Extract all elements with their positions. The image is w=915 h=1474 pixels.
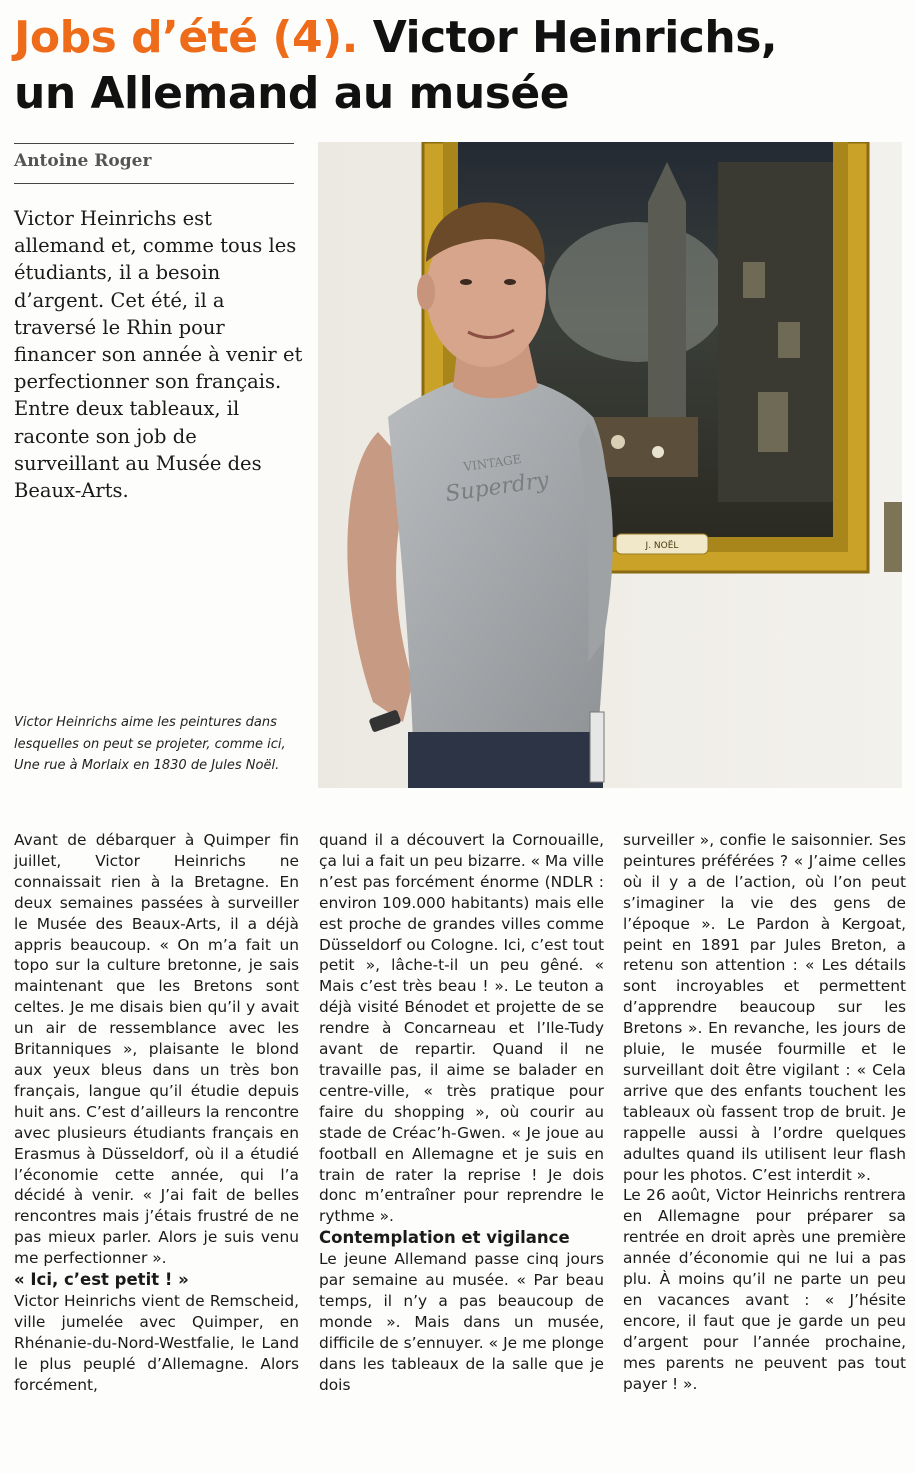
painting-plaque-text: J. NOËL <box>645 541 679 551</box>
body-paragraph-1: Avant de débarquer à Quimper fin juillet, Victor Heinrichs ne connaissait rien à la Bretagne. En deux semaines passées à surveiller le Musée des Beaux-Arts, il a déjà appris beaucoup. « On m’a fait un topo sur la culture bretonne, je sais maintenant que les Bretons sont celtes. Je me disais bien qu’il y avait un air de ressemblance avec les Britanniques », plaisante le blond aux yeux bleus dans un très bon français, langue qu’il étudie depuis huit ans. C’est d’ailleurs la rencontre avec plusieurs étudiants français en Erasmus à Düsseldorf, où il a étudié l’économie cette année, qui l’a décidé à venir. « J’ai fait de belles rencontres mais j’étais frustré de ne pas mieux parler. Alors je suis venu me perfectionner ». <box>14 831 299 1268</box>
person-shirt <box>388 374 609 742</box>
body-paragraph-6: Le 26 août, Victor Heinrichs rentrera en Allemagne pour préparer sa rentrée en droit après une première année d’économie qui ne lui a pas plu. À moins qu’il ne parte un peu en vacances avant : « J’hésite encore, il faut que je garde un peu d’argent pour l’année prochaine, mes parents ne peuvent pas tout payer ! ». <box>623 1186 906 1393</box>
body-paragraph-3: quand il a découvert la Cornouaille, ça lui a fait un peu bizarre. « Ma ville n’est pas forcément énorme (NDLR : environ 109.000 habitants) mais elle est proche de grandes villes comme Düsseldorf ou Cologne. Ici, c’est tout petit », lâche-t-il un peu gêné. « Mais c’est très beau ! ». Le teuton a déjà visité Bénodet et projette de se rendre à Concarneau et l’Ile-Tudy avant de repartir. Quand il ne travaille pas, il aime se balader en centre-ville, « très pratique pour faire du shopping », où courir au stade de Créac’h-Gwen. « Je joue au football en Allemagne et je suis en train de rater la reprise ! Je dois donc m’entraîner pour reprendre le rythme ». <box>319 831 604 1226</box>
body-paragraph-2: Victor Heinrichs vient de Remscheid, ville jumelée avec Quimper, en Rhénanie-du-Nord-Westfalie, le Land le plus peuplé d’Allemagne. Alors forcément, <box>14 1292 299 1394</box>
headline-kicker: Jobs d’été (4). <box>14 12 358 63</box>
byline-rule-bottom <box>14 183 294 184</box>
article-photo <box>318 142 902 788</box>
body-column-3 <box>623 830 906 1462</box>
body-paragraph-5: surveiller », confie le saisonnier. Ses peintures préférées ? « J’aime celles où il y a de l’action, où l’on peut s’imaginer la vie des gens de l’époque ». Le Pardon à Kergoat, peint en 1891 par Jules Breton, a retenu son attention : « Les détails sont incroyables et permettent d’apprendre beaucoup sur les Bretons ». En revanche, les jours de pluie, le musée fourmille et le surveillant doit être vigilant : « Cela arrive que des enfants touchent les tableaux où fassent trop de bruit. Je rappelle aussi à l’ordre quelques adultes quand ils utilisent leur flash pour les photos. C’est interdit ». <box>623 831 906 1184</box>
subhead-ici-cest-petit: « Ici, c’est petit ! » <box>14 1270 189 1290</box>
byline: Antoine Roger <box>14 151 152 171</box>
headline-title-line2: un Allemand au musée <box>14 68 570 119</box>
subhead-contemplation: Contemplation et vigilance <box>319 1228 570 1248</box>
person-jeans <box>408 732 603 788</box>
body-paragraph-4: Le jeune Allemand passe cinq jours par semaine au musée. « Par beau temps, il n’y a pas beaucoup de monde ». Mais dans un musée, difficile de s’ennuyer. « Je me plonge dans les tableaux de la salle que je dois <box>319 1250 604 1394</box>
photo-illustration <box>318 142 902 788</box>
headline <box>14 10 904 122</box>
headline-title-line1: Victor Heinrichs, <box>372 12 778 63</box>
photo-caption: Victor Heinrichs aime les peintures dans lesquelles on peut se projeter, comme ici, Une rue à Morlaix en 1830 de Jules Noël. <box>14 715 286 773</box>
shirt-print-brand: Superdry <box>443 467 551 508</box>
body-column-2 <box>319 830 604 1462</box>
byline-rule-top <box>14 143 294 144</box>
lede-paragraph: Victor Heinrichs est allemand et, comme tous les étudiants, il a besoin d’argent. Cet été, il a traversé le Rhin pour financer son année à venir et perfectionner son français. Entre deux tableaux, il raconte son job de surveillant au Musée des Beaux-Arts. <box>14 207 303 503</box>
shirt-print-vintage: VINTAGE <box>462 452 523 475</box>
body-column-1 <box>14 830 299 1462</box>
